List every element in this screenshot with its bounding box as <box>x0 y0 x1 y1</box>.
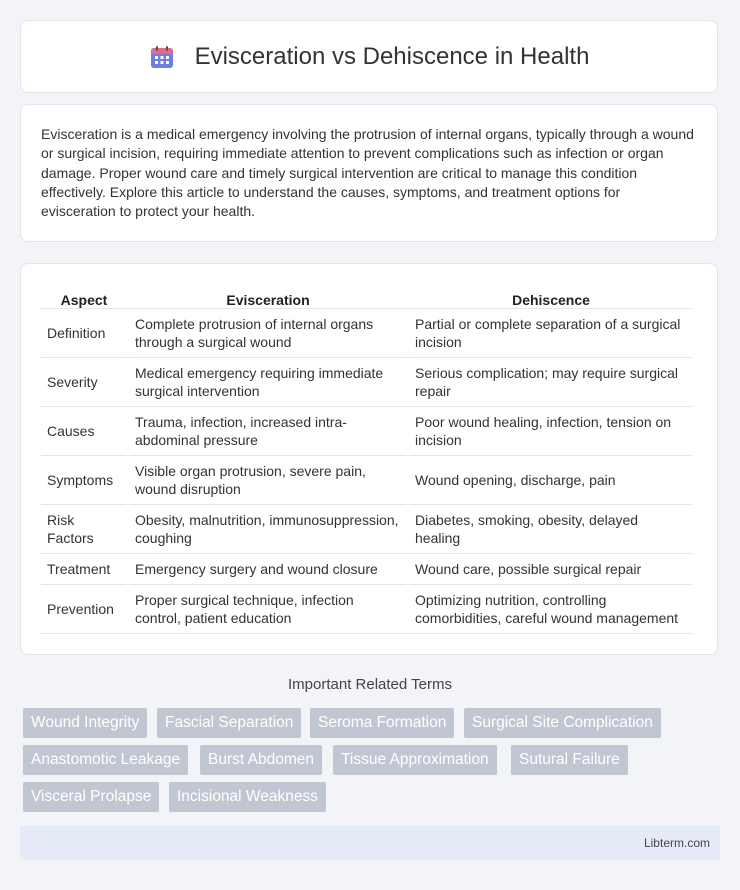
tag-sutural-failure[interactable]: Sutural Failure <box>511 745 628 775</box>
dehiscence-cell: Partial or complete separation of a surgical incision <box>409 309 693 358</box>
table-row <box>41 407 693 456</box>
header-aspect: Aspect <box>41 286 127 309</box>
tag-anastomotic-leakage[interactable]: Anastomotic Leakage <box>23 745 188 775</box>
aspect-cell: Symptoms <box>41 456 127 505</box>
footer-brand[interactable]: Libterm.com <box>643 836 710 850</box>
aspect-cell: Treatment <box>41 554 127 585</box>
evisceration-cell: Medical emergency requiring immediate surgical intervention <box>129 358 407 407</box>
tag-tissue-approximation[interactable]: Tissue Approximation <box>333 745 497 775</box>
aspect-cell: Risk Factors <box>41 505 127 554</box>
evisceration-cell: Visible organ protrusion, severe pain, wound disruption <box>129 456 407 505</box>
dehiscence-cell: Wound opening, discharge, pain <box>409 456 693 505</box>
intro-text: Evisceration is a medical emergency involving the protrusion of internal organs, typically through a wound or surgical incision, requiring immediate attention to prevent complications such as infection or organ damage. Proper wound care and timely surgical intervention are critical to manage this condition effectively. Explore this article to understand the causes, symptoms, and treatment options for evisceration to protect your health. <box>41 126 694 220</box>
evisceration-cell: Emergency surgery and wound closure <box>129 554 407 585</box>
comparison-table <box>39 286 695 634</box>
dehiscence-cell: Wound care, possible surgical repair <box>409 554 693 585</box>
page-title: Evisceration vs Dehiscence in Health <box>194 42 590 70</box>
calendar-icon <box>149 44 175 70</box>
related-terms-title: Important Related Terms <box>288 676 452 693</box>
title-card <box>20 20 718 93</box>
table-row <box>41 585 693 634</box>
aspect-cell: Severity <box>41 358 127 407</box>
header-dehiscence: Dehiscence <box>409 286 693 309</box>
intro-card <box>20 104 718 242</box>
tag-incisional-weakness[interactable]: Incisional Weakness <box>169 782 326 812</box>
evisceration-cell: Proper surgical technique, infection control, patient education <box>129 585 407 634</box>
tag-visceral-prolapse[interactable]: Visceral Prolapse <box>23 782 159 812</box>
evisceration-cell: Complete protrusion of internal organs through a surgical wound <box>129 309 407 358</box>
table-row <box>41 309 693 358</box>
evisceration-cell: Obesity, malnutrition, immunosuppression, coughing <box>129 505 407 554</box>
tag-fascial-separation[interactable]: Fascial Separation <box>157 708 301 738</box>
aspect-cell: Definition <box>41 309 127 358</box>
evisceration-cell: Trauma, infection, increased intra-abdominal pressure <box>129 407 407 456</box>
tag-seroma-formation[interactable]: Seroma Formation <box>310 708 454 738</box>
dehiscence-cell: Poor wound healing, infection, tension on incision <box>409 407 693 456</box>
footer <box>20 826 720 860</box>
header-evisceration: Evisceration <box>129 286 407 309</box>
table-row <box>41 554 693 585</box>
table-row <box>41 505 693 554</box>
tag-wound-integrity[interactable]: Wound Integrity <box>23 708 147 738</box>
table-row <box>41 456 693 505</box>
dehiscence-cell: Optimizing nutrition, controlling comorbidities, careful wound management <box>409 585 693 634</box>
aspect-cell: Prevention <box>41 585 127 634</box>
comparison-card <box>20 263 718 655</box>
dehiscence-cell: Diabetes, smoking, obesity, delayed healing <box>409 505 693 554</box>
dehiscence-cell: Serious complication; may require surgical repair <box>409 358 693 407</box>
table-row <box>41 358 693 407</box>
aspect-cell: Causes <box>41 407 127 456</box>
tag-surgical-site-complication[interactable]: Surgical Site Complication <box>464 708 661 738</box>
tag-burst-abdomen[interactable]: Burst Abdomen <box>200 745 322 775</box>
